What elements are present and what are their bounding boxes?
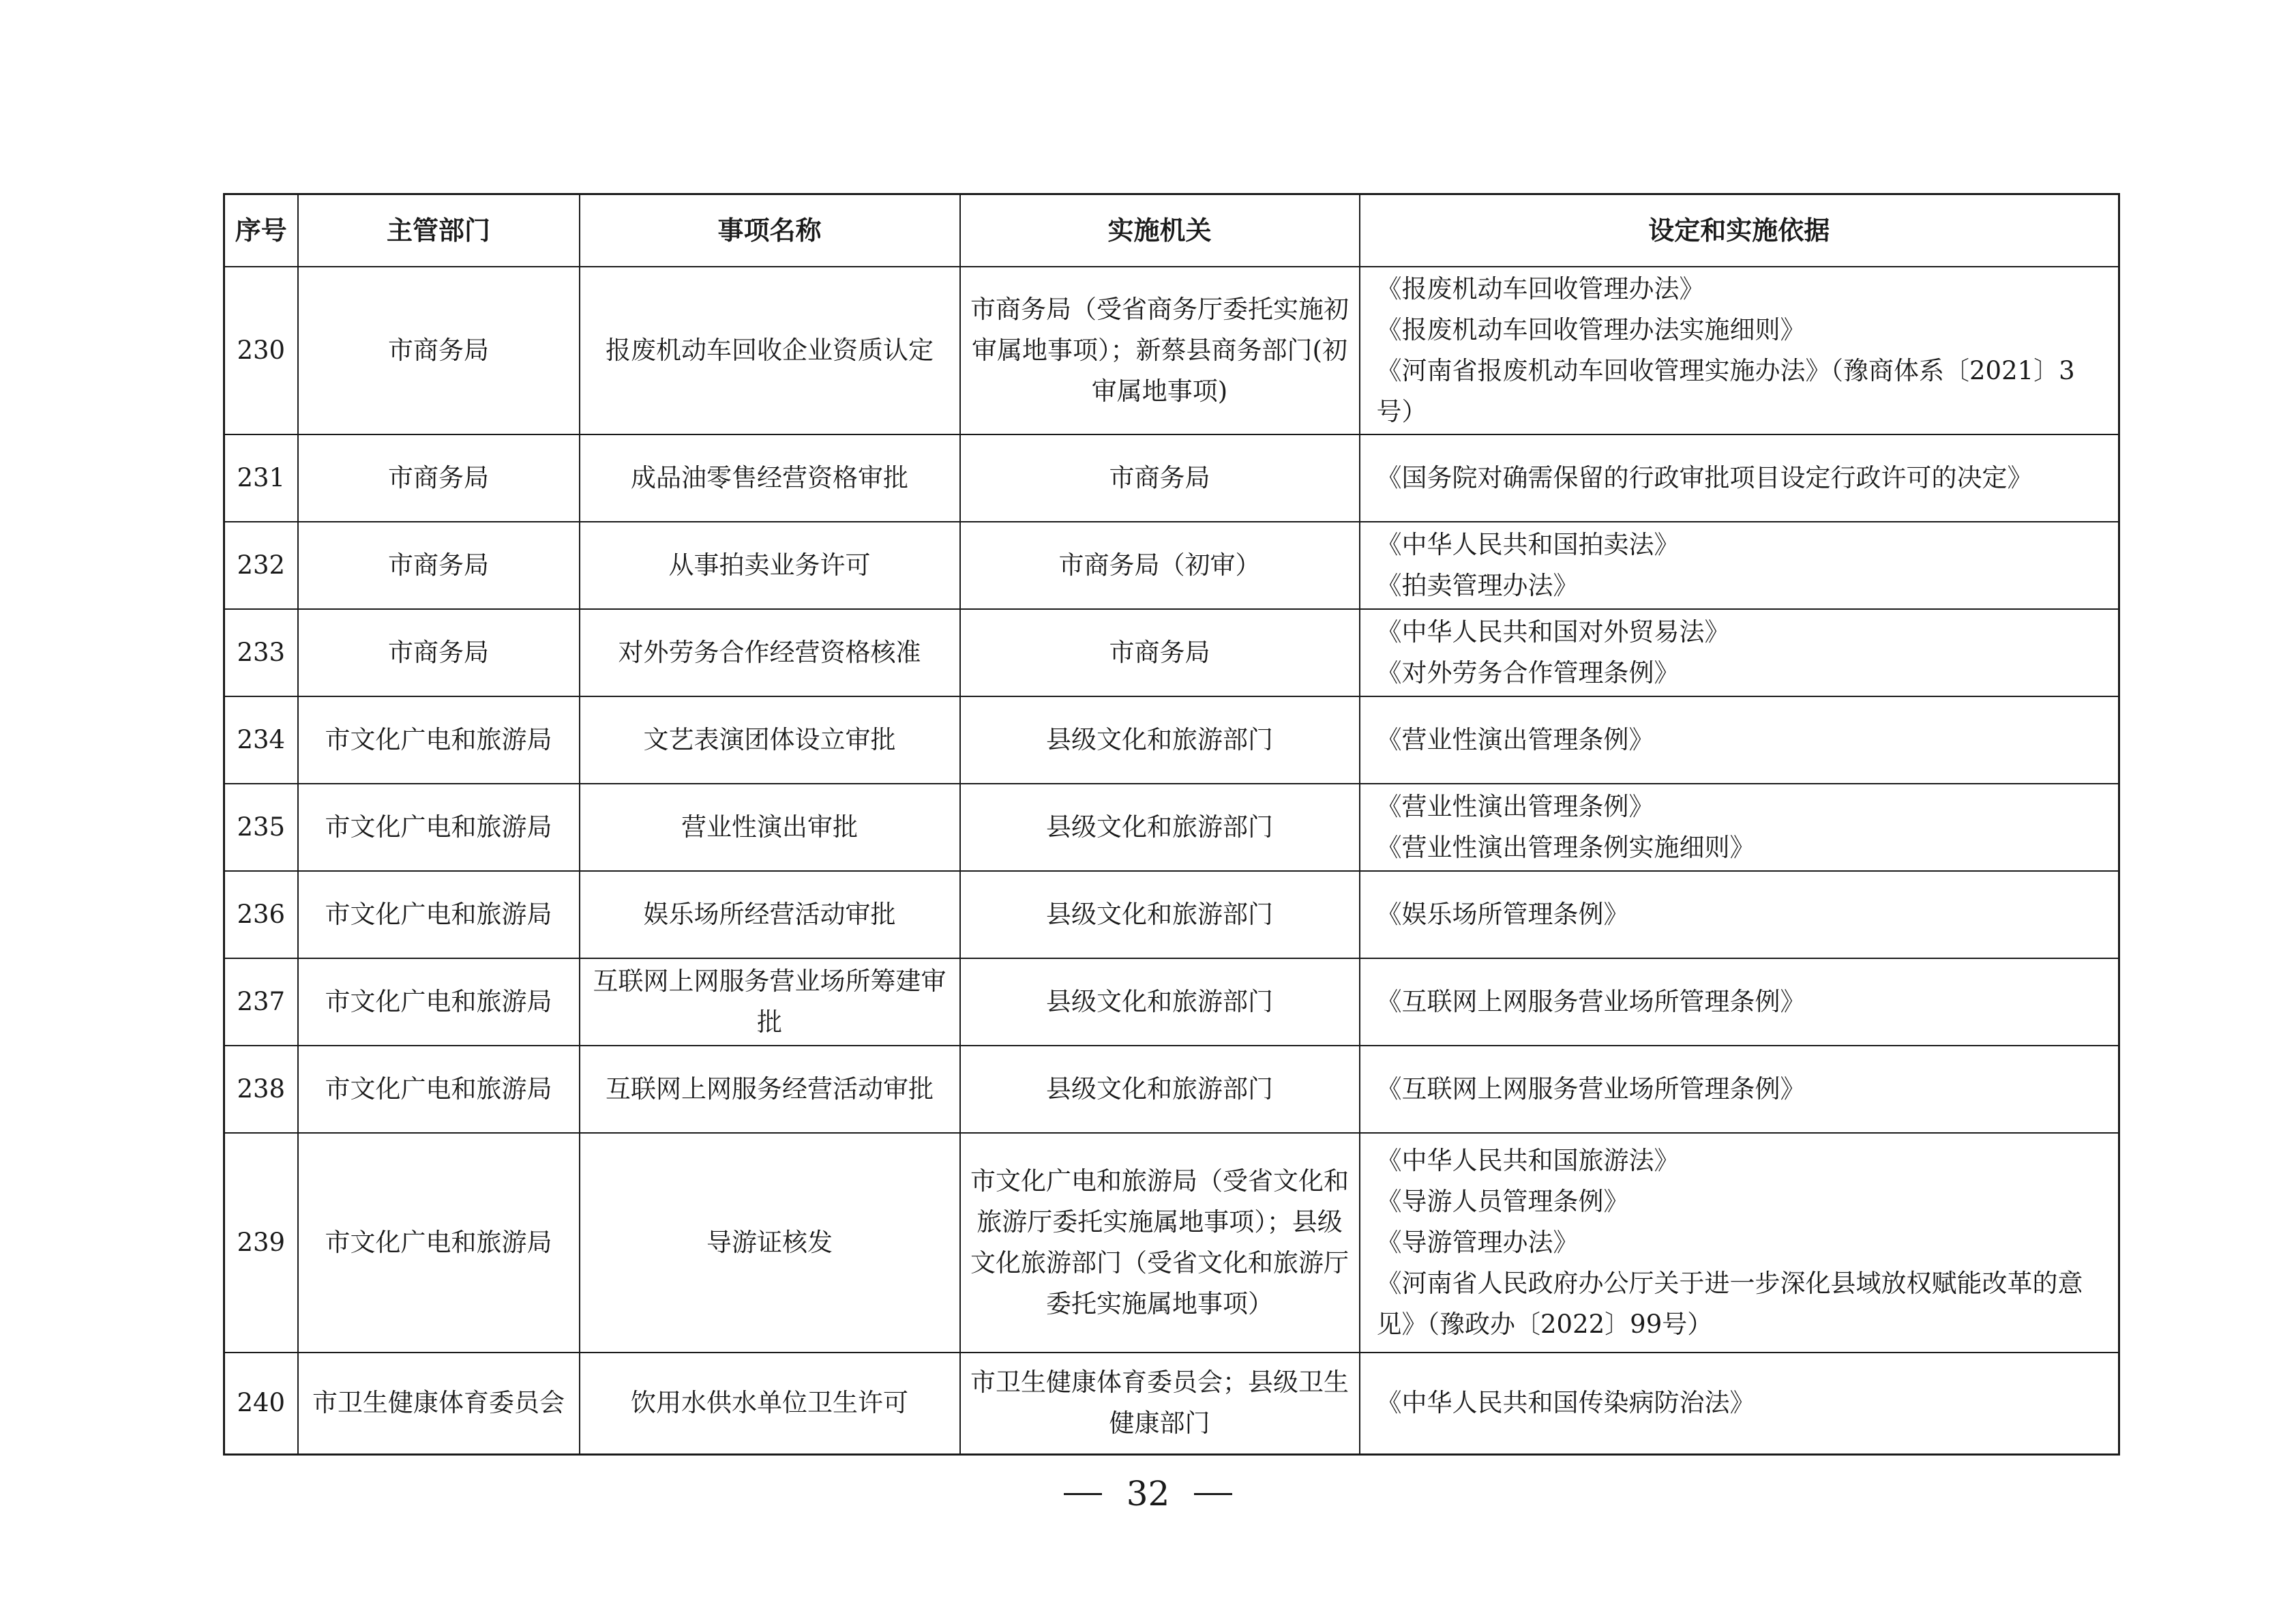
basis-line: 《中华人民共和国传染病防治法》 bbox=[1376, 1388, 1755, 1418]
row-item-name: 营业性演出审批 bbox=[580, 784, 960, 871]
row-legal-basis bbox=[1360, 871, 2119, 958]
row-item-name: 对外劳务合作经营资格核准 bbox=[580, 609, 960, 696]
row-department: 市文化广电和旅游局 bbox=[298, 784, 580, 871]
row-department: 市文化广电和旅游局 bbox=[298, 696, 580, 784]
table-row bbox=[224, 871, 2119, 958]
page-number: 32 bbox=[1126, 1474, 1170, 1514]
row-number: 230 bbox=[224, 267, 298, 434]
row-implementing-org: 县级文化和旅游部门 bbox=[960, 871, 1360, 958]
row-legal-basis bbox=[1360, 522, 2119, 609]
row-implementing-org: 县级文化和旅游部门 bbox=[960, 784, 1360, 871]
basis-line: 《娱乐场所管理条例》 bbox=[1376, 899, 1629, 929]
row-implementing-org: 县级文化和旅游部门 bbox=[960, 958, 1360, 1046]
table-row bbox=[224, 267, 2119, 434]
basis-line: 《互联网上网服务营业场所管理条例》 bbox=[1376, 1074, 1806, 1104]
basis-line: 《营业性演出管理条例实施细则》 bbox=[1376, 832, 1755, 862]
row-implementing-org: 市商务局 bbox=[960, 434, 1360, 522]
row-number: 232 bbox=[224, 522, 298, 609]
row-department: 市商务局 bbox=[298, 267, 580, 434]
table-body bbox=[224, 267, 2119, 1455]
row-number: 237 bbox=[224, 958, 298, 1046]
row-department: 市文化广电和旅游局 bbox=[298, 1046, 580, 1133]
basis-line: 《河南省人民政府办公厅关于进一步深化县域放权赋能改革的意见》（豫政办〔2022〕99号） bbox=[1376, 1268, 2083, 1339]
basis-line: 《对外劳务合作管理条例》 bbox=[1376, 658, 1680, 688]
header-org: 实施机关 bbox=[960, 194, 1360, 267]
header-item: 事项名称 bbox=[580, 194, 960, 267]
row-implementing-org: 县级文化和旅游部门 bbox=[960, 1046, 1360, 1133]
row-item-name: 文艺表演团体设立审批 bbox=[580, 696, 960, 784]
table-row bbox=[224, 434, 2119, 522]
row-number: 238 bbox=[224, 1046, 298, 1133]
row-legal-basis bbox=[1360, 958, 2119, 1046]
row-item-name: 娱乐场所经营活动审批 bbox=[580, 871, 960, 958]
row-number: 236 bbox=[224, 871, 298, 958]
row-legal-basis bbox=[1360, 267, 2119, 434]
row-number: 240 bbox=[224, 1353, 298, 1455]
row-legal-basis bbox=[1360, 696, 2119, 784]
footer-dash-left bbox=[1064, 1493, 1102, 1495]
row-department: 市文化广电和旅游局 bbox=[298, 1133, 580, 1353]
basis-line: 《互联网上网服务营业场所管理条例》 bbox=[1376, 986, 1806, 1016]
row-legal-basis bbox=[1360, 609, 2119, 696]
basis-line: 《拍卖管理办法》 bbox=[1376, 570, 1579, 600]
basis-line: 《导游管理办法》 bbox=[1376, 1227, 1579, 1257]
table-row bbox=[224, 696, 2119, 784]
table-row bbox=[224, 784, 2119, 871]
page-footer bbox=[0, 1470, 2296, 1518]
basis-line: 《河南省报废机动车回收管理实施办法》（豫商体系〔2021〕3号） bbox=[1376, 355, 2075, 426]
row-number: 239 bbox=[224, 1133, 298, 1353]
row-legal-basis bbox=[1360, 1046, 2119, 1133]
row-department: 市文化广电和旅游局 bbox=[298, 871, 580, 958]
row-department: 市卫生健康体育委员会 bbox=[298, 1353, 580, 1455]
row-item-name: 报废机动车回收企业资质认定 bbox=[580, 267, 960, 434]
table-row bbox=[224, 609, 2119, 696]
row-implementing-org: 市商务局（初审） bbox=[960, 522, 1360, 609]
row-legal-basis bbox=[1360, 1133, 2119, 1353]
basis-line: 《导游人员管理条例》 bbox=[1376, 1186, 1629, 1216]
basis-line: 《中华人民共和国旅游法》 bbox=[1376, 1145, 1680, 1175]
basis-line: 《中华人民共和国对外贸易法》 bbox=[1376, 617, 1730, 647]
row-item-name: 导游证核发 bbox=[580, 1133, 960, 1353]
header-basis: 设定和实施依据 bbox=[1360, 194, 2119, 267]
row-implementing-org: 市文化广电和旅游局（受省文化和旅游厅委托实施属地事项）；县级文化旅游部门（受省文化和旅游厅委托实施属地事项） bbox=[960, 1133, 1360, 1353]
table-row bbox=[224, 958, 2119, 1046]
footer-dash-right bbox=[1194, 1493, 1232, 1495]
row-number: 235 bbox=[224, 784, 298, 871]
basis-line: 《报废机动车回收管理办法实施细则》 bbox=[1376, 314, 1806, 344]
row-implementing-org: 县级文化和旅游部门 bbox=[960, 696, 1360, 784]
table-row bbox=[224, 522, 2119, 609]
approval-items-table bbox=[223, 193, 2120, 1456]
row-number: 234 bbox=[224, 696, 298, 784]
row-legal-basis bbox=[1360, 1353, 2119, 1455]
basis-line: 《营业性演出管理条例》 bbox=[1376, 724, 1654, 754]
header-num: 序号 bbox=[224, 194, 298, 267]
table-row bbox=[224, 1353, 2119, 1455]
row-legal-basis bbox=[1360, 784, 2119, 871]
row-item-name: 饮用水供水单位卫生许可 bbox=[580, 1353, 960, 1455]
row-department: 市商务局 bbox=[298, 434, 580, 522]
row-legal-basis bbox=[1360, 434, 2119, 522]
header-dept: 主管部门 bbox=[298, 194, 580, 267]
basis-line: 《营业性演出管理条例》 bbox=[1376, 791, 1654, 821]
row-implementing-org: 市商务局 bbox=[960, 609, 1360, 696]
table-row bbox=[224, 1046, 2119, 1133]
row-item-name: 成品油零售经营资格审批 bbox=[580, 434, 960, 522]
basis-line: 《报废机动车回收管理办法》 bbox=[1376, 274, 1705, 304]
table-row bbox=[224, 1133, 2119, 1353]
row-implementing-org: 市卫生健康体育委员会；县级卫生健康部门 bbox=[960, 1353, 1360, 1455]
row-department: 市商务局 bbox=[298, 522, 580, 609]
basis-line: 《中华人民共和国拍卖法》 bbox=[1376, 529, 1680, 559]
row-number: 233 bbox=[224, 609, 298, 696]
table-header-row bbox=[224, 194, 2119, 267]
row-item-name: 互联网上网服务经营活动审批 bbox=[580, 1046, 960, 1133]
row-department: 市商务局 bbox=[298, 609, 580, 696]
row-number: 231 bbox=[224, 434, 298, 522]
row-department: 市文化广电和旅游局 bbox=[298, 958, 580, 1046]
row-implementing-org: 市商务局（受省商务厅委托实施初审属地事项）；新蔡县商务部门(初审属地事项) bbox=[960, 267, 1360, 434]
basis-line: 《国务院对确需保留的行政审批项目设定行政许可的决定》 bbox=[1376, 462, 2033, 492]
row-item-name: 互联网上网服务营业场所筹建审批 bbox=[580, 958, 960, 1046]
row-item-name: 从事拍卖业务许可 bbox=[580, 522, 960, 609]
